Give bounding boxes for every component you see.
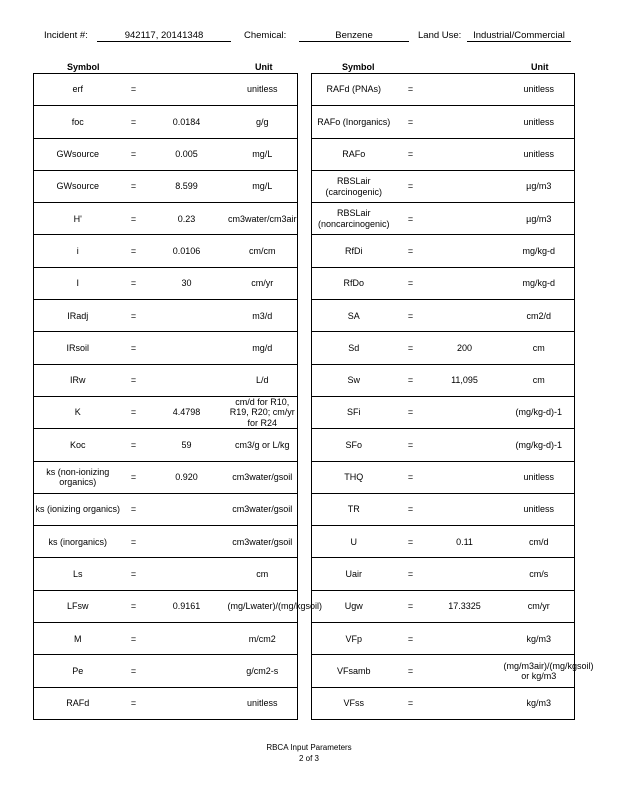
- symbol-cell: Sd: [312, 332, 396, 364]
- unit-cell: L/d: [228, 364, 298, 396]
- symbol-cell: H': [34, 203, 122, 235]
- value-cell: [146, 623, 228, 655]
- equals-cell: =: [122, 300, 146, 332]
- unit-cell: g/cm2-s: [228, 655, 298, 687]
- equals-cell: =: [122, 396, 146, 428]
- unit-cell: cm3water/gsoil: [228, 493, 298, 525]
- value-cell: 17.3325: [426, 590, 504, 622]
- value-cell: [426, 396, 504, 428]
- table-row: [34, 687, 298, 719]
- symbol-cell: VFsamb: [312, 655, 396, 687]
- unit-cell: unitless: [504, 138, 575, 170]
- table-row: [312, 203, 575, 235]
- table-row: [312, 364, 575, 396]
- value-cell: [146, 558, 228, 590]
- symbol-cell: RBSLair (noncarcinogenic): [312, 203, 396, 235]
- symbol-cell: Koc: [34, 429, 122, 461]
- table-row: [312, 429, 575, 461]
- page-footer: [0, 742, 618, 764]
- equals-cell: =: [122, 364, 146, 396]
- unit-cell: mg/L: [228, 138, 298, 170]
- equals-cell: =: [396, 687, 426, 719]
- value-cell: [146, 526, 228, 558]
- table-row: [34, 396, 298, 428]
- symbol-cell: U: [312, 526, 396, 558]
- unit-cell: kg/m3: [504, 687, 575, 719]
- unit-cell: unitless: [504, 74, 575, 106]
- value-cell: [426, 267, 504, 299]
- equals-cell: =: [396, 300, 426, 332]
- table-row: [34, 590, 298, 622]
- value-cell: 0.9161: [146, 590, 228, 622]
- value-cell: [426, 138, 504, 170]
- value-cell: 0.0184: [146, 106, 228, 138]
- value-cell: 0.920: [146, 461, 228, 493]
- unit-cell: (mg/kg-d)-1: [504, 429, 575, 461]
- table-row: [34, 106, 298, 138]
- symbol-cell: TR: [312, 493, 396, 525]
- unit-cell: cm3water/cm3air: [228, 203, 298, 235]
- left-parameter-column: [33, 62, 323, 720]
- symbol-cell: RAFo: [312, 138, 396, 170]
- equals-cell: =: [396, 429, 426, 461]
- equals-cell: =: [122, 429, 146, 461]
- equals-cell: =: [122, 203, 146, 235]
- symbol-cell: VFss: [312, 687, 396, 719]
- table-row: [34, 558, 298, 590]
- symbol-cell: IRsoil: [34, 332, 122, 364]
- page-number: 2 of 3: [298, 754, 319, 763]
- value-cell: [426, 170, 504, 202]
- table-row: [312, 396, 575, 428]
- equals-cell: =: [396, 235, 426, 267]
- table-row: [34, 235, 298, 267]
- equals-cell: =: [122, 332, 146, 364]
- unit-cell: cm: [504, 364, 575, 396]
- table-row: [34, 526, 298, 558]
- value-cell: 59: [146, 429, 228, 461]
- table-row: [34, 461, 298, 493]
- symbol-cell: IRadj: [34, 300, 122, 332]
- unit-cell: cm/yr: [228, 267, 298, 299]
- incident-value: 942117, 20141348: [97, 30, 231, 42]
- equals-cell: =: [122, 74, 146, 106]
- equals-cell: =: [396, 590, 426, 622]
- value-cell: 4.4798: [146, 396, 228, 428]
- table-row: [34, 300, 298, 332]
- value-cell: [426, 558, 504, 590]
- equals-cell: =: [122, 461, 146, 493]
- value-cell: [426, 203, 504, 235]
- symbol-cell: GWsource: [34, 170, 122, 202]
- left-column-header: [33, 62, 297, 73]
- equals-cell: =: [122, 558, 146, 590]
- table-row: [312, 138, 575, 170]
- symbol-cell: Sw: [312, 364, 396, 396]
- value-cell: [426, 687, 504, 719]
- value-cell: 0.0106: [146, 235, 228, 267]
- unit-cell: µg/m3: [504, 170, 575, 202]
- symbol-cell: IRw: [34, 364, 122, 396]
- unit-cell: mg/kg-d: [504, 267, 575, 299]
- equals-cell: =: [396, 526, 426, 558]
- symbol-cell: SFo: [312, 429, 396, 461]
- left-parameter-table: [33, 73, 323, 720]
- unit-cell: cm3/g or L/kg: [228, 429, 298, 461]
- table-row: [34, 655, 298, 687]
- right-unit-heading: Unit: [531, 62, 549, 72]
- equals-cell: =: [122, 493, 146, 525]
- table-row: [312, 170, 575, 202]
- value-cell: 0.005: [146, 138, 228, 170]
- unit-cell: cm3water/gsoil: [228, 461, 298, 493]
- symbol-cell: Uair: [312, 558, 396, 590]
- right-parameter-column: [311, 62, 594, 720]
- symbol-cell: SFi: [312, 396, 396, 428]
- value-cell: 8.599: [146, 170, 228, 202]
- table-row: [312, 590, 575, 622]
- table-row: [312, 687, 575, 719]
- value-cell: 0.11: [426, 526, 504, 558]
- equals-cell: =: [396, 203, 426, 235]
- symbol-cell: erf: [34, 74, 122, 106]
- table-row: [312, 106, 575, 138]
- value-cell: 0.23: [146, 203, 228, 235]
- table-row: [312, 493, 575, 525]
- value-cell: [426, 74, 504, 106]
- value-cell: [146, 655, 228, 687]
- symbol-cell: RfDi: [312, 235, 396, 267]
- unit-cell: cm/d: [504, 526, 575, 558]
- equals-cell: =: [122, 687, 146, 719]
- value-cell: [146, 687, 228, 719]
- symbol-cell: LFsw: [34, 590, 122, 622]
- right-column-header: [311, 62, 574, 73]
- equals-cell: =: [396, 623, 426, 655]
- symbol-cell: Pe: [34, 655, 122, 687]
- equals-cell: =: [122, 590, 146, 622]
- unit-cell: mg/d: [228, 332, 298, 364]
- value-cell: [146, 493, 228, 525]
- unit-cell: (mg/m3air)/(mg/kgsoil) or kg/m3: [504, 655, 575, 687]
- value-cell: [426, 300, 504, 332]
- equals-cell: =: [396, 364, 426, 396]
- table-row: [312, 558, 575, 590]
- equals-cell: =: [396, 106, 426, 138]
- table-row: [312, 623, 575, 655]
- table-row: [34, 138, 298, 170]
- unit-cell: m/cm2: [228, 623, 298, 655]
- equals-cell: =: [396, 655, 426, 687]
- symbol-cell: SA: [312, 300, 396, 332]
- value-cell: [426, 429, 504, 461]
- unit-cell: kg/m3: [504, 623, 575, 655]
- symbol-cell: RBSLair (carcinogenic): [312, 170, 396, 202]
- chemical-value: Benzene: [299, 30, 409, 42]
- unit-cell: (mg/kg-d)-1: [504, 396, 575, 428]
- table-row: [312, 332, 575, 364]
- symbol-cell: Ugw: [312, 590, 396, 622]
- symbol-cell: RAFo (Inorganics): [312, 106, 396, 138]
- table-row: [312, 74, 575, 106]
- symbol-cell: ks (inorganics): [34, 526, 122, 558]
- table-row: [34, 332, 298, 364]
- equals-cell: =: [396, 138, 426, 170]
- symbol-cell: I: [34, 267, 122, 299]
- equals-cell: =: [122, 623, 146, 655]
- symbol-cell: RAFd: [34, 687, 122, 719]
- right-symbol-heading: Symbol: [342, 62, 375, 72]
- symbol-cell: ks (ionizing organics): [34, 493, 122, 525]
- table-row: [312, 655, 575, 687]
- unit-cell: mg/kg-d: [504, 235, 575, 267]
- table-row: [312, 267, 575, 299]
- value-cell: [426, 235, 504, 267]
- value-cell: [146, 74, 228, 106]
- value-cell: 11,095: [426, 364, 504, 396]
- equals-cell: =: [396, 170, 426, 202]
- value-cell: 30: [146, 267, 228, 299]
- table-row: [34, 429, 298, 461]
- unit-cell: µg/m3: [504, 203, 575, 235]
- table-row: [312, 526, 575, 558]
- unit-cell: cm/d for R10, R19, R20; cm/yr for R24: [228, 396, 298, 428]
- equals-cell: =: [122, 235, 146, 267]
- value-cell: [146, 300, 228, 332]
- unit-cell: cm: [228, 558, 298, 590]
- table-row: [312, 461, 575, 493]
- table-row: [34, 364, 298, 396]
- land-use-label: Land Use:: [418, 30, 462, 41]
- unit-cell: g/g: [228, 106, 298, 138]
- value-cell: 200: [426, 332, 504, 364]
- symbol-cell: RfDo: [312, 267, 396, 299]
- unit-cell: cm: [504, 332, 575, 364]
- equals-cell: =: [122, 526, 146, 558]
- symbol-cell: THQ: [312, 461, 396, 493]
- table-row: [34, 623, 298, 655]
- value-cell: [426, 106, 504, 138]
- value-cell: [146, 364, 228, 396]
- unit-cell: unitless: [504, 493, 575, 525]
- table-row: [34, 493, 298, 525]
- unit-cell: cm2/d: [504, 300, 575, 332]
- left-symbol-heading: Symbol: [67, 62, 100, 72]
- footer-title: RBCA Input Parameters: [266, 743, 352, 752]
- equals-cell: =: [122, 138, 146, 170]
- symbol-cell: foc: [34, 106, 122, 138]
- equals-cell: =: [122, 267, 146, 299]
- symbol-cell: RAFd (PNAs): [312, 74, 396, 106]
- unit-cell: unitless: [504, 106, 575, 138]
- equals-cell: =: [396, 74, 426, 106]
- unit-cell: cm/s: [504, 558, 575, 590]
- equals-cell: =: [396, 558, 426, 590]
- table-row: [34, 203, 298, 235]
- value-cell: [426, 461, 504, 493]
- document-header: [0, 30, 618, 44]
- table-row: [312, 300, 575, 332]
- value-cell: [426, 493, 504, 525]
- unit-cell: mg/L: [228, 170, 298, 202]
- equals-cell: =: [396, 396, 426, 428]
- right-parameter-table: [311, 73, 594, 720]
- left-unit-heading: Unit: [255, 62, 273, 72]
- value-cell: [426, 655, 504, 687]
- table-row: [34, 267, 298, 299]
- symbol-cell: K: [34, 396, 122, 428]
- equals-cell: =: [122, 170, 146, 202]
- equals-cell: =: [396, 267, 426, 299]
- unit-cell: cm3water/gsoil: [228, 526, 298, 558]
- unit-cell: cm/yr: [504, 590, 575, 622]
- unit-cell: unitless: [228, 74, 298, 106]
- equals-cell: =: [396, 332, 426, 364]
- equals-cell: =: [122, 655, 146, 687]
- unit-cell: m3/d: [228, 300, 298, 332]
- table-row: [34, 170, 298, 202]
- unit-cell: cm/cm: [228, 235, 298, 267]
- value-cell: [146, 332, 228, 364]
- unit-cell: (mg/Lwater)/(mg/kgsoil): [228, 590, 298, 622]
- equals-cell: =: [122, 106, 146, 138]
- unit-cell: unitless: [228, 687, 298, 719]
- symbol-cell: ks (non-ionizing organics): [34, 461, 122, 493]
- symbol-cell: VFp: [312, 623, 396, 655]
- equals-cell: =: [396, 461, 426, 493]
- table-row: [312, 235, 575, 267]
- symbol-cell: GWsource: [34, 138, 122, 170]
- chemical-label: Chemical:: [244, 30, 287, 41]
- symbol-cell: M: [34, 623, 122, 655]
- table-row: [34, 74, 298, 106]
- symbol-cell: i: [34, 235, 122, 267]
- land-use-value: Industrial/Commercial: [467, 30, 571, 42]
- value-cell: [426, 623, 504, 655]
- equals-cell: =: [396, 493, 426, 525]
- unit-cell: unitless: [504, 461, 575, 493]
- incident-label: Incident #:: [44, 30, 88, 41]
- symbol-cell: Ls: [34, 558, 122, 590]
